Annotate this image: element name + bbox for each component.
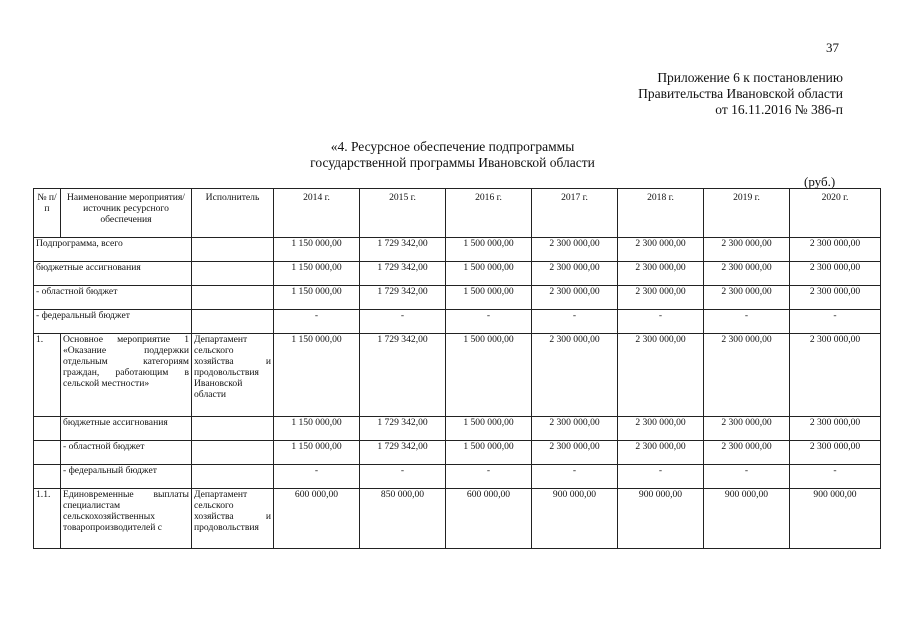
value-cell: 2 300 000,00 xyxy=(704,262,790,286)
value-cell: 2 300 000,00 xyxy=(704,417,790,441)
value-cell: 2 300 000,00 xyxy=(618,417,704,441)
value-cell: 2 300 000,00 xyxy=(532,286,618,310)
appendix-line-3: от 16.11.2016 № 386-п xyxy=(715,102,843,117)
row-number xyxy=(34,465,61,489)
value-cell: 2 300 000,00 xyxy=(618,286,704,310)
value-cell: - xyxy=(704,465,790,489)
header-year-2018: 2018 г. xyxy=(618,189,704,238)
value-cell: 1 729 342,00 xyxy=(360,441,446,465)
table-header-row xyxy=(34,189,881,238)
value-cell: 1 500 000,00 xyxy=(446,417,532,441)
row-number xyxy=(34,441,61,465)
value-cell: 2 300 000,00 xyxy=(618,441,704,465)
header-year-2014: 2014 г. xyxy=(274,189,360,238)
executor-cell xyxy=(192,238,274,262)
activity-name: бюджетные ассигнования xyxy=(61,417,192,441)
header-year-2019: 2019 г. xyxy=(704,189,790,238)
table-row xyxy=(34,417,881,441)
value-cell: 1 729 342,00 xyxy=(360,286,446,310)
row-number: 1. xyxy=(34,334,61,417)
value-cell: 2 300 000,00 xyxy=(790,417,881,441)
row-number xyxy=(34,417,61,441)
table-row xyxy=(34,489,881,549)
executor-cell xyxy=(192,262,274,286)
header-year-2015: 2015 г. xyxy=(360,189,446,238)
header-year-2020: 2020 г. xyxy=(790,189,881,238)
executor-cell: Департамент сельского хозяйства и продовольствия Ивановской области xyxy=(192,334,274,417)
value-cell: 2 300 000,00 xyxy=(532,334,618,417)
table-row xyxy=(34,310,881,334)
value-cell: 1 500 000,00 xyxy=(446,262,532,286)
table-row xyxy=(34,334,881,417)
header-year-2017: 2017 г. xyxy=(532,189,618,238)
value-cell: 900 000,00 xyxy=(704,489,790,549)
value-cell: 2 300 000,00 xyxy=(790,334,881,417)
value-cell: 2 300 000,00 xyxy=(618,238,704,262)
executor-cell xyxy=(192,417,274,441)
header-name: Наименование мероприятия/источник ресурсного обеспечения xyxy=(61,189,192,238)
page-number: 37 xyxy=(826,40,839,55)
activity-name: Единовременные выплаты специалистам сельскохозяйственных товаропроизводителей с xyxy=(61,489,192,549)
value-cell: 900 000,00 xyxy=(618,489,704,549)
row-label: - федеральный бюджет xyxy=(34,310,192,334)
activity-name: - областной бюджет xyxy=(61,441,192,465)
header-number: № п/п xyxy=(34,189,61,238)
value-cell: - xyxy=(274,465,360,489)
value-cell: 2 300 000,00 xyxy=(618,334,704,417)
resource-table xyxy=(33,188,881,549)
appendix-line-1: Приложение 6 к постановлению xyxy=(657,70,843,85)
value-cell: - xyxy=(274,310,360,334)
row-label: Подпрограмма, всего xyxy=(34,238,192,262)
value-cell: 1 150 000,00 xyxy=(274,417,360,441)
document-title xyxy=(0,139,905,171)
value-cell: - xyxy=(532,465,618,489)
activity-name: - федеральный бюджет xyxy=(61,465,192,489)
value-cell: 2 300 000,00 xyxy=(532,262,618,286)
value-cell: 1 500 000,00 xyxy=(446,334,532,417)
value-cell: 2 300 000,00 xyxy=(532,238,618,262)
value-cell: - xyxy=(618,465,704,489)
value-cell: 1 729 342,00 xyxy=(360,238,446,262)
header-year-2016: 2016 г. xyxy=(446,189,532,238)
table-row xyxy=(34,262,881,286)
value-cell: 1 500 000,00 xyxy=(446,441,532,465)
value-cell: - xyxy=(360,310,446,334)
executor-cell xyxy=(192,441,274,465)
table-row xyxy=(34,465,881,489)
value-cell: - xyxy=(360,465,446,489)
table-row xyxy=(34,286,881,310)
value-cell: - xyxy=(790,465,881,489)
header-executor: Исполнитель xyxy=(192,189,274,238)
row-number: 1.1. xyxy=(34,489,61,549)
value-cell: 850 000,00 xyxy=(360,489,446,549)
value-cell: - xyxy=(618,310,704,334)
value-cell: 1 150 000,00 xyxy=(274,286,360,310)
value-cell: 2 300 000,00 xyxy=(790,286,881,310)
value-cell: 2 300 000,00 xyxy=(704,441,790,465)
value-cell: 2 300 000,00 xyxy=(532,441,618,465)
value-cell: 1 150 000,00 xyxy=(274,334,360,417)
value-cell: 2 300 000,00 xyxy=(790,441,881,465)
value-cell: 1 500 000,00 xyxy=(446,238,532,262)
value-cell: 600 000,00 xyxy=(446,489,532,549)
value-cell: 2 300 000,00 xyxy=(704,334,790,417)
activity-name: Основное мероприятие 1 «Оказание поддержки отдельным категориям граждан, работающим в сельской местности» xyxy=(61,334,192,417)
value-cell: 1 150 000,00 xyxy=(274,441,360,465)
executor-cell xyxy=(192,310,274,334)
table-row xyxy=(34,441,881,465)
value-cell: 900 000,00 xyxy=(532,489,618,549)
value-cell: 2 300 000,00 xyxy=(704,238,790,262)
executor-cell xyxy=(192,465,274,489)
appendix-line-2: Правительства Ивановской области xyxy=(638,86,843,101)
value-cell: 600 000,00 xyxy=(274,489,360,549)
value-cell: - xyxy=(446,310,532,334)
value-cell: 1 150 000,00 xyxy=(274,262,360,286)
table-row xyxy=(34,238,881,262)
value-cell: - xyxy=(446,465,532,489)
value-cell: - xyxy=(704,310,790,334)
value-cell: 2 300 000,00 xyxy=(790,238,881,262)
executor-cell: Департамент сельского хозяйства и продовольствия xyxy=(192,489,274,549)
value-cell: - xyxy=(532,310,618,334)
value-cell: 900 000,00 xyxy=(790,489,881,549)
value-cell: 1 729 342,00 xyxy=(360,417,446,441)
title-line-1: «4. Ресурсное обеспечение подпрограммы xyxy=(330,139,575,154)
value-cell: 2 300 000,00 xyxy=(618,262,704,286)
value-cell: 2 300 000,00 xyxy=(704,286,790,310)
row-label: - областной бюджет xyxy=(34,286,192,310)
title-line-2: государственной программы Ивановской области xyxy=(310,155,595,170)
value-cell: 1 729 342,00 xyxy=(360,334,446,417)
value-cell: 1 729 342,00 xyxy=(360,262,446,286)
appendix-header xyxy=(638,70,843,118)
executor-cell xyxy=(192,286,274,310)
row-label: бюджетные ассигнования xyxy=(34,262,192,286)
value-cell: - xyxy=(790,310,881,334)
value-cell: 1 500 000,00 xyxy=(446,286,532,310)
value-cell: 1 150 000,00 xyxy=(274,238,360,262)
currency-unit: (руб.) xyxy=(804,174,836,189)
value-cell: 2 300 000,00 xyxy=(532,417,618,441)
value-cell: 2 300 000,00 xyxy=(790,262,881,286)
